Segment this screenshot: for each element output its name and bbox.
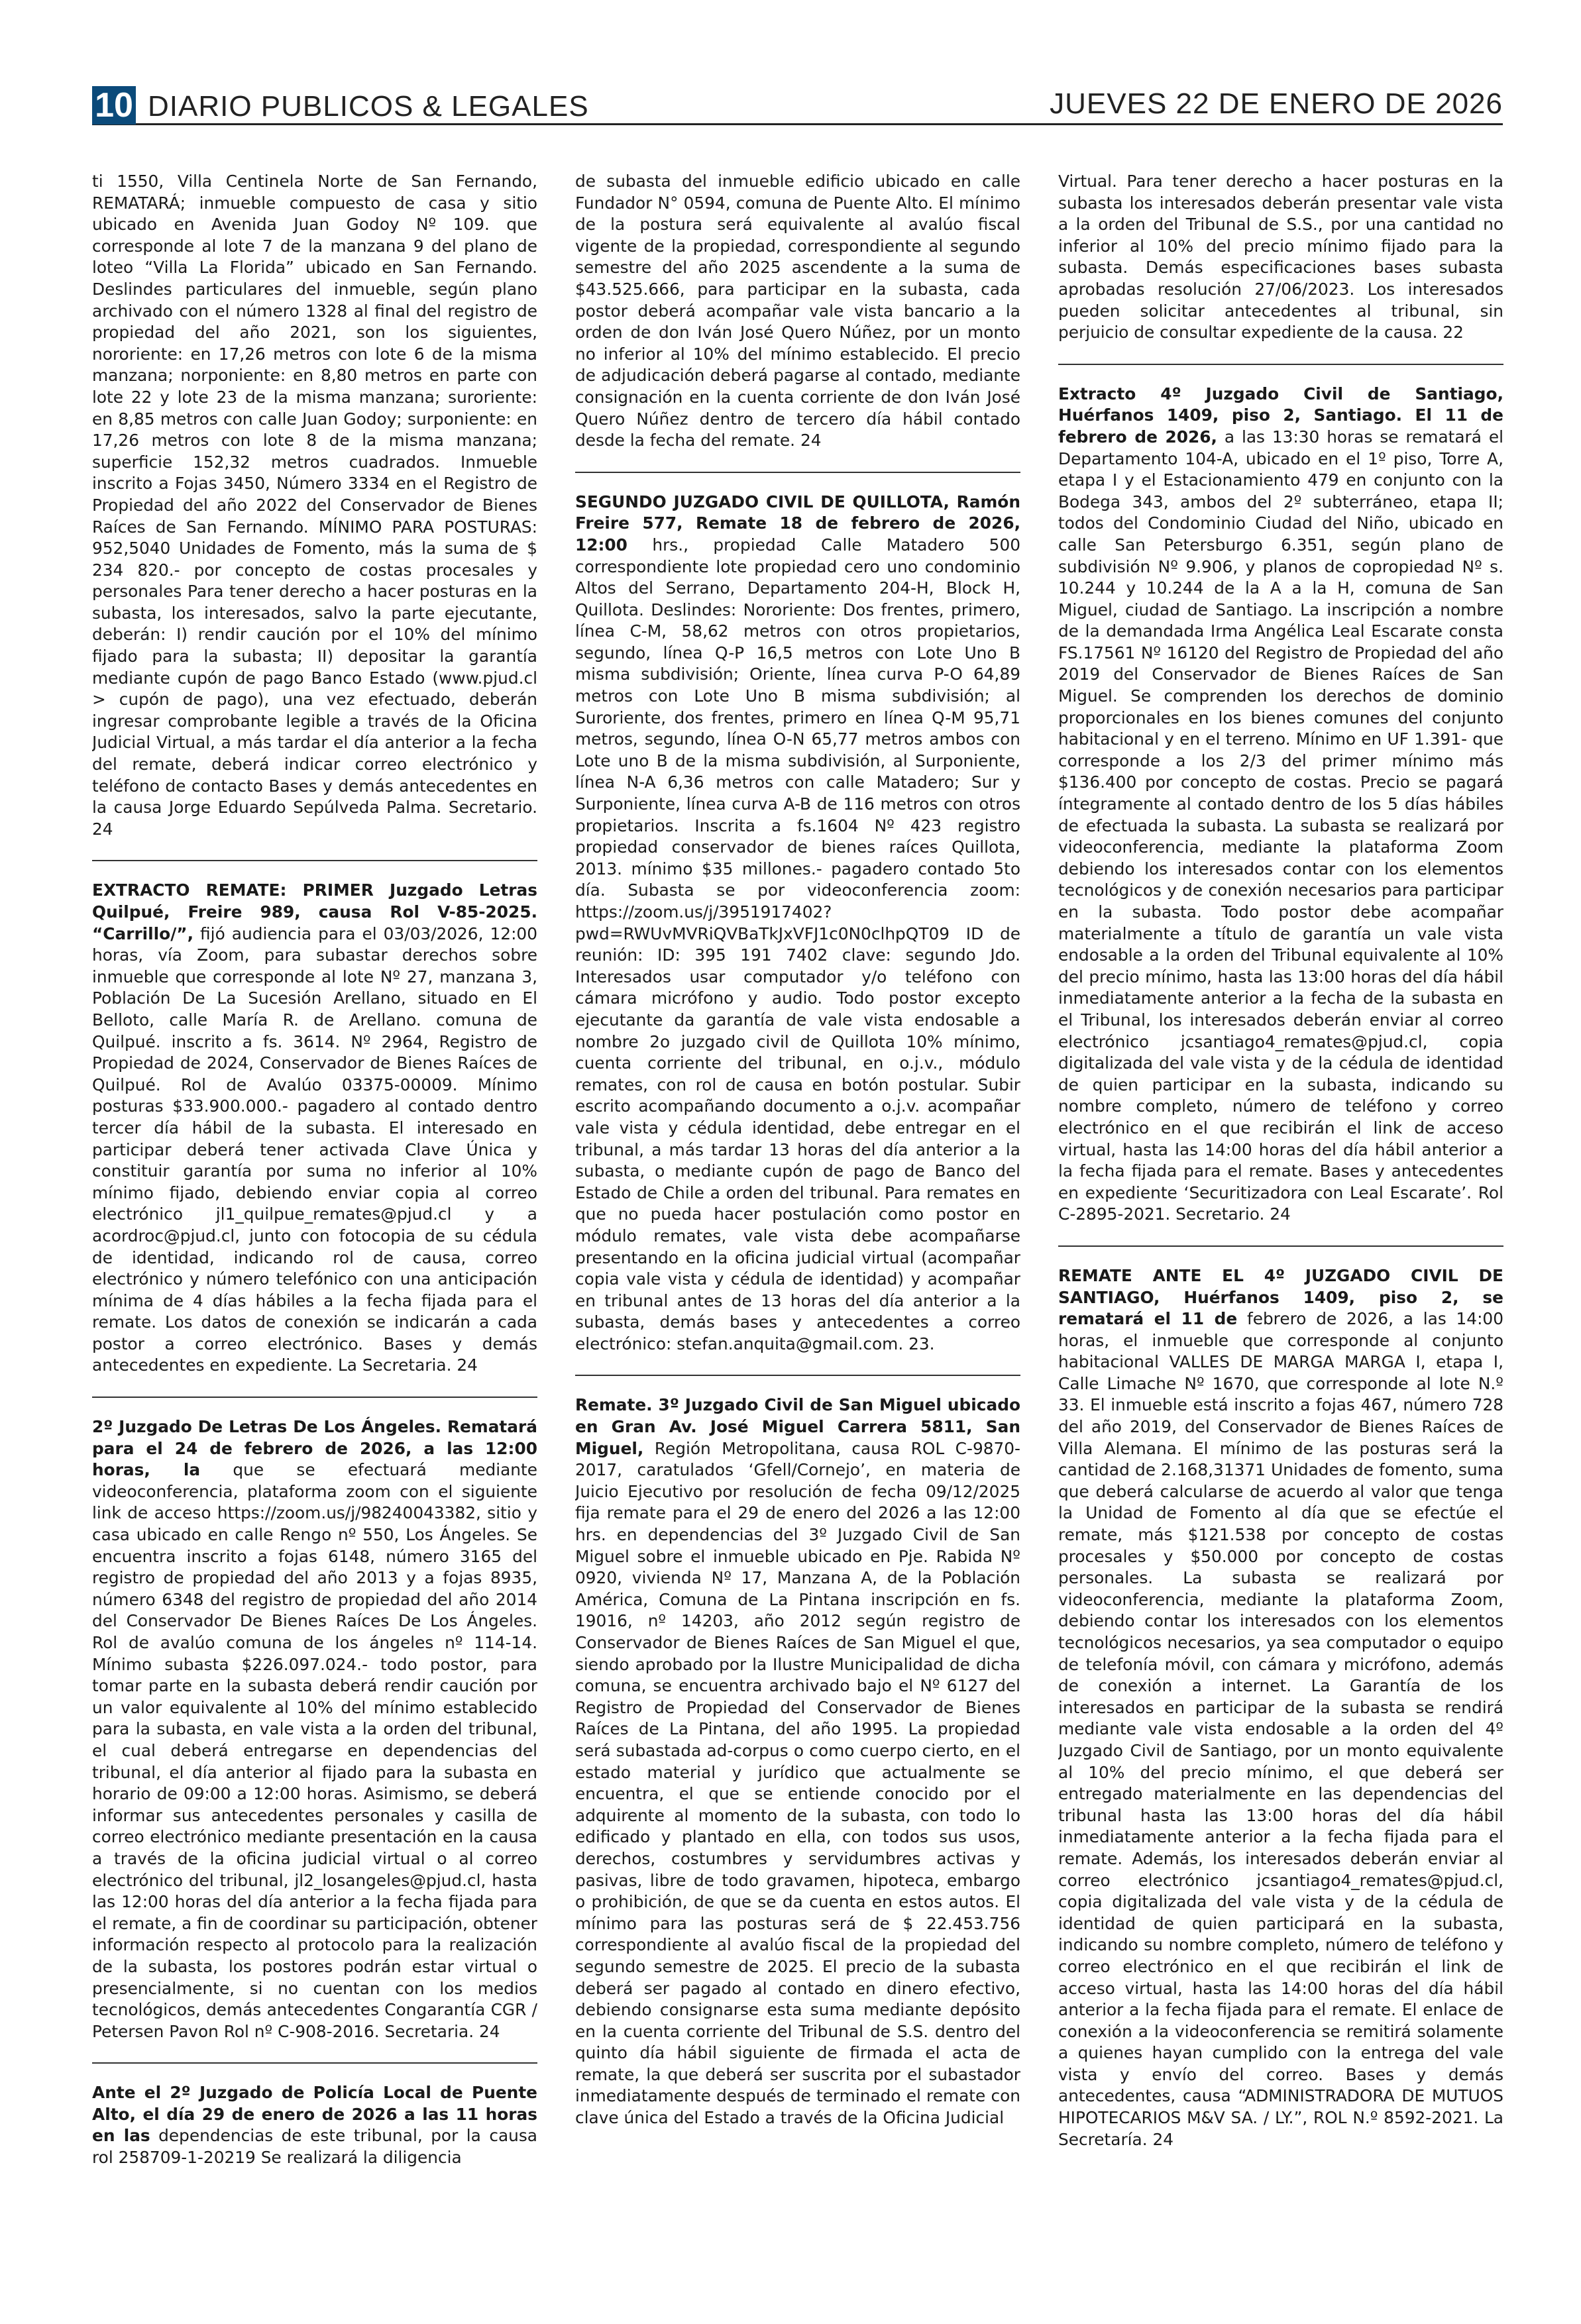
notice-lead: REMATE ANTE EL 4º JUZGADO CIVIL DE SANTIAGO, Huérfanos 1409, piso 2, se rematará el 11 de xyxy=(1058,1265,1503,1329)
notice-san-miguel-cont xyxy=(1058,171,1503,344)
notice-santiago-4-valles xyxy=(1058,1265,1503,2150)
notice-body: Virtual. Para tener derecho a hacer posturas en la subasta los interesados deberán presentar vale vista a la orden del Tribunal de S.S., por una cantidad no inferior al 10% del precio mínimo fijado para la subasta. Demás especificaciones bases subasta aprobadas resolución 27/06/2023. Los interesados pueden solicitar antecedentes al tribunal, sin perjuicio de consultar expediente de la causa. 22 xyxy=(1058,172,1503,343)
notice-divider xyxy=(92,2062,537,2064)
notice-los-angeles xyxy=(92,1416,537,2042)
notice-divider xyxy=(575,472,1020,473)
notice-body: dependencias de este tribunal, por la causa rol 258709-1-20219 Se realizará la diligencia xyxy=(92,2126,537,2168)
notice-body: ti 1550, Villa Centinela Norte de San Fernando, REMATARÁ; inmueble compuesto de casa y sitio ubicado en Avenida Juan Godoy Nº 109. que corresponde al lote 7 de la manzana 9 del plano de loteo “Villa La Florida” ubicado en San Fernando. Deslindes particulares del inmueble, según plano archivado con el número 1328 al final del registro de propiedad del año 2021, son los siguientes, nororiente: en 17,26 metros con lote 6 de la misma manzana; norponiente: en 8,80 metros en parte con lote 22 y lote 23 de la misma manzana; suroriente: en 8,85 metros con calle Juan Godoy; surponiente: en 17,26 metros con lote 8 de la misma manzana; superficie 152,32 metros cuadrados. Inmueble inscrito a Fojas 3450, Número 3334 en el Registro de Propiedad del año 2022 del Conservador de Bienes Raíces de San Fernando. MÍNIMO PARA POSTURAS: 952,5040 Unidades de Fomento, más la suma de $ 234 820.- por concepto de costas procesales y personales Para tener derecho a hacer posturas en la subasta, los interesados, salvo la parte ejecutante, deberán: I) rendir caución por el 10% del mínimo fijado para la subasta; II) depositar la garantía mediante cupón de pago Banco Estado (www.pjud.cl > cupón de pago), una vez efectuado, deberán ingresar comprobante legible a través de la Oficina Judicial Virtual, a más tardar el día anterior a la fecha del remate, deberá indicar correo electrónico y teléfono de contacto Bases y demás antecedentes en la causa Jorge Eduardo Sepúlveda Palma. Secretario. 24 xyxy=(92,172,537,839)
notice-lead: Extracto 4º Juzgado Civil de Santiago, Huérfanos 1409, piso 2, Santiago. El 11 de febrero de 2026, xyxy=(1058,384,1503,447)
notice-san-miguel xyxy=(575,1395,1020,2129)
notice-body: Región Metropolitana, causa ROL C-9870-2017, caratulados ‘Gfell/Cornejo’, en materia de Juicio Ejecutivo por resolución de fecha 09/12/2025 fija remate para el 29 de enero del 2026 a las 12:00 hrs. en dependencias del 3º Juzgado Civil de San Miguel sobre el inmueble ubicado en Pje. Rabida Nº 0920, vivienda Nº 17, Manzana A, de la Población América, Comuna de La Pintana inscripción en fs. 19016, nº 14203, año 2012 según registro de Conservador de Bienes Raíces de San Miguel el que, siendo aprobado por la Ilustre Municipalidad de dicha comuna, se encuentra archivado bajo el Nº 6127 del Registro de Propiedad del Conservador de Bienes Raíces de La Pintana, del año 1995. La propiedad será subastada ad-corpus o como cuerpo cierto, en el estado material y jurídico que actualmente se encuentra, el que se entiende conocido por el adquirente al momento de la subasta, con todo lo edificado y plantado en ella, con todos sus usos, derechos, costumbres y servidumbres activas y pasivas, libre de todo gravamen, hipoteca, embargo o prohibición, de que se da cuenta en estos autos. El mínimo para las posturas será de $ 22.453.756 correspondiente al avalúo fiscal de la propiedad del segundo semestre de 2025. El precio de la subasta deberá ser pagado al contado en dinero efectivo, debiendo consignarse esta suma mediante depósito en la cuenta corriente del Tribunal de S.S. dentro del quinto día hábil siguiente de firmada el acta de remate, la que deberá ser suscrita por el subastador inmediatamente después de terminado el remate con clave única del Estado a través de la Oficina Judicial xyxy=(575,1438,1020,2128)
notice-puente-alto xyxy=(92,2082,537,2168)
page-header xyxy=(92,86,1503,125)
notice-body: fijó audiencia para el 03/03/2026, 12:00 horas, vía Zoom, para subastar derechos sobre inmueble que corresponde al lote Nº 27, manzana 3, Población De La Sucesión Arellano, situado en El Belloto, calle María R. de Arellano. comuna de Quilpué. inscrito a fs. 3614. Nº 2964, Registro de Propiedad de 2024, Conservador de Bienes Raíces de Quilpué. Rol de Avalúo 03375-00009. Mínimo posturas $33.900.000.- pagadero al contado dentro tercer día hábil de la subasta. El interesado en participar deberá tener activada Clave Única y constituir garantía por suma no inferior al 10% mínimo fijado, debiendo enviar copia al correo electrónico jl1_quilpue_remates@pjud.cl y a acordroc@pjud.cl, junto con fotocopia de su cédula de identidad, indicando rol de causa, correo electrónico y número telefónico con una anticipación mínima de 4 días hábiles a la fecha fijada para el remate. Los datos de conexión se indicarán a cada postor a correo electrónico. Bases y demás antecedentes en expediente. La Secretaria. 24 xyxy=(92,924,537,1375)
column-3 xyxy=(1058,171,1503,2284)
notice-body: febrero de 2026, a las 14:00 horas, el inmueble que corresponde al conjunto habitacional VALLES DE MARGA MARGA I, etapa I, Calle Limache Nº 1670, que corresponde al lote N.º 33. El inmueble está inscrito a fojas 467, número 728 del año 2019, del Conservador de Bienes Raíces de Villa Alemana. El mínimo de las posturas será la cantidad de 2.168,31371 Unidades de fomento, suma que deberá calcularse de acuerdo al valor que tenga la Unidad de Fomento al día que se efectúe el remate, más $121.538 por concepto de costas procesales y $50.000 por concepto de costas personales. La subasta se realizará por videoconferencia, mediante la plataforma Zoom, debiendo contar los interesados con los elementos tecnológicos necesarios, ya sea computador o equipo de telefonía móvil, con cámara y micrófono, además de conexión a internet. La Garantía de los interesados en participar de la subasta se rendirá mediante vale vista endosable a la orden del 4º Juzgado Civil de Santiago, por un monto equivalente al 10% del precio mínimo, el que deberá ser entregado materialmente en las dependencias del tribunal hasta las 13:00 horas del día hábil inmediatamente anterior a la fecha fijada para el remate. Además, los interesados deberán enviar al correo electrónico jcsantiago4_remates@pjud.cl, copia digitalizada del vale vista y de la cédula de identidad de quien participará en la subasta, indicando su nombre completo, número de teléfono y correo electrónico en el que recibirán el link de acceso virtual, hasta las 14:00 horas del día hábil anterior a la fecha fijada para el remate. El enlace de conexión a la videoconferencia se remitirá solamente a quienes hayan cumplido con la entrega del vale vista y envío del correo. Bases y demás antecedentes, causa “ADMINISTRADORA DE MUTUOS HIPOTECARIOS M&V SA. / LY.”, ROL N.º 8592-2021. La Secretaría. 24 xyxy=(1058,1309,1503,2149)
page-number: 10 xyxy=(92,86,136,125)
column-2 xyxy=(575,171,1020,2284)
notice-lead: Remate. 3º Juzgado Civil de San Miguel ubicado en Gran Av. José Miguel Carrera 5811, San Miguel, xyxy=(575,1395,1020,1458)
notice-santiago-4-leal xyxy=(1058,384,1503,1226)
newspaper-name: DIARIO PUBLICOS & LEGALES xyxy=(148,90,589,123)
notice-divider xyxy=(1058,1245,1503,1247)
notice-divider xyxy=(92,860,537,861)
notice-lead: EXTRACTO REMATE: PRIMER Juzgado Letras Quilpué, Freire 989, causa Rol V-85-2025. “Carrillo/”, xyxy=(92,880,537,943)
notice-body: hrs., propiedad Calle Matadero 500 correspondiente lote propiedad cero uno condominio Altos del Serrano, Departamento 204-H, Block H, Quillota. Deslindes: Nororiente: Dos frentes, primero, línea C-M, 58,62 metros con otros propietarios, segundo, línea Q-P 16,5 metros con Lote Uno B misma subdivisión; Oriente, línea curva P-O 64,89 metros con Lote Uno B misma subdivisión; al Suroriente, dos frentes, primero en línea Q-M 95,71 metros, segundo, línea O-N 65,77 metros ambos con Lote uno B de la misma subdivisión, al Surponiente, línea N-A 6,36 metros con calle Matadero; Sur y Surponiente, línea curva A-B de 116 metros con otros propietarios. Inscrita a fs.1604 Nº 423 registro propiedad conservador de bienes raíces Quillota, 2013. mínimo $35 millones.- pagadero contado 5to día. Subasta se por videoconferencia zoom: https://zoom.us/j/3951917402?pwd=RWUvMVRiQVBaTkJxVFJ1c0N0clhpQT09 ID de reunión: ID: 395 191 7402 clave: segundo Jdo. Interesados usar computador y/o teléfono con cámara micrófono y audio. Todo postor excepto ejecutante da garantía de vale vista endosable a nombre 2o juzgado civil de Quillota 10% mínimo, cuenta corriente del tribunal, en o.j.v., módulo remates, con rol de causa en botón postular. Subir escrito acompañando documento a o.j.v. acompañar vale vista y cédula identidad, debe entregar en el tribunal, a más tardar 13 horas del día anterior a la subasta, o mediante cupón de pago de Banco del Estado de Chile a orden del tribunal. Para remates en que no pueda hacer postulación como postor en módulo remates, vale vista debe acompañarse presentando en la oficina judicial virtual (acompañar copia vale vista y cédula de identidad) y acompañar en tribunal antes de 13 horas del día anterior a la subasta, demás bases y antecedentes a correo electrónico: stefan.anquita@gmail.com. 23. xyxy=(575,535,1020,1353)
notice-quillota xyxy=(575,492,1020,1355)
notice-lead: Ante el 2º Juzgado de Policía Local de Puente Alto, el día 29 de enero de 2026 a las 11 horas en las xyxy=(92,2083,537,2146)
notice-divider xyxy=(575,1375,1020,1376)
column-1 xyxy=(92,171,537,2284)
notice-puente-alto-cont xyxy=(575,171,1020,452)
notice-body: a las 13:30 horas se rematará el Departamento 104-A, ubicado en el 1º piso, Torre A, etapa I y el Estacionamiento 479 en conjunto con la Bodega 343, ambos del 2º subterráneo, etapa II; todos del Condominio Ciudad del Niño, ubicado en calle San Petersburgo 6.351, según plano de subdivisión Nº 9.906, y planos de copropiedad Nº s. 10.244 y 10.244 de la A a la H, comuna de San Miguel, ciudad de Santiago. La inscripción a nombre de la demandada Irma Angélica Leal Escarate consta FS.17561 Nº 16120 del Registro de Propiedad del año 2019 del Conservador de Bienes Raíces de San Miguel. Se comprenden los derechos de dominio proporcionales en los bienes comunes del conjunto habitacional y en el terreno. Mínimo en UF 1.391- que corresponde a los 2/3 del primer mínimo más $136.400 por concepto de costas. Precio se pagará íntegramente al contado dentro de los 5 días hábiles de efectuada la subasta. La subasta se realizará por videoconferencia, mediante la plataforma Zoom debiendo los interesados contar con los elementos tecnológicos y de conexión necesarios para participar en la subasta. Todo postor debe acompañar materialmente a título de garantía un vale vista endosable a la orden del Tribunal equivalente al 10% del precio mínimo, hasta las 13:00 horas del día hábil inmediatamente anterior a la fecha de la subasta en el Tribunal, los interesados deberán enviar al correo electrónico jcsantiago4_remates@pjud.cl, copia digitalizada del vale vista y de la cédula de identidad de quien participar en la subasta, indicando su nombre completo, número de teléfono y correo electrónico en el que recibirán el link de acceso virtual, hasta las 14:00 horas del día hábil anterior a la fecha fijada para el remate. Bases y antecedentes en expediente ‘Securitizadora con Leal Escarate’. Rol C-2895-2021. Secretario. 24 xyxy=(1058,427,1503,1224)
notice-body: de subasta del inmueble edificio ubicado en calle Fundador N° 0594, comuna de Puente Alto. El mínimo de la postura será equivalente al avalúo fiscal vigente de la propiedad, correspondiente al segundo semestre del año 2025 ascendente a la suma de $43.525.666, para participar en la subasta, cada postor deberá acompañar vale vista bancario a la orden de don Iván José Quero Núñez, por un monto no inferior al 10% del mínimo establecido. El precio de adjudicación deberá pagarse al contado, mediante consignación en la cuenta corriente de don Iván José Quero Núñez dentro de tercero día hábil contado desde la fecha del remate. 24 xyxy=(575,172,1020,450)
issue-date: JUEVES 22 DE ENERO DE 2026 xyxy=(1050,87,1503,120)
notice-quilpue xyxy=(92,880,537,1377)
notice-body: que se efectuará mediante videoconferencia, plataforma zoom con el siguiente link de acceso https://zoom.us/j/98240043382, sitio y casa ubicado en calle Rengo nº 550, Los Ángeles. Se encuentra inscrito a fojas 6148, número 3165 del registro de propiedad del año 2013 y a fojas 8935, número 6348 del registro de propiedad del año 2014 del Conservador De Bienes Raíces De Los Ángeles. Rol de avalúo comuna de los ángeles nº 114-14. Mínimo subasta $226.097.024.- todo postor, para tomar parte en la subasta deberá rendir caución por un valor equivalente al 10% del mínimo establecido para la subasta, en vale vista a la orden del tribunal, el cual deberá entregarse en dependencias del tribunal, el día anterior al fijado para la subasta en horario de 09:00 a 12:00 horas. Asimismo, se deberá informar sus antecedentes personales y casilla de correo electrónico mediante presentación en la causa a través de la oficina judicial virtual o al correo electrónico del tribunal, jl2_losangeles@pjud.cl, hasta las 12:00 horas del día anterior a la fecha fijada para el remate, a fin de coordinar su participación, obtener información respecto al protocolo para la realización de la subasta, los postores podrán estar virtual o presencialmente, si no cuentan con los medios tecnológicos, demás antecedentes Congarantía CGR / Petersen Pavon Rol nº C-908-2016. Secretaria. 24 xyxy=(92,1460,537,2041)
notice-divider xyxy=(92,1397,537,1398)
notice-san-fernando xyxy=(92,171,537,840)
notice-lead: 2º Juzgado De Letras De Los Ángeles. Rematará para el 24 de febrero de 2026, a las 12:00 horas, la xyxy=(92,1417,537,1480)
notice-lead: SEGUNDO JUZGADO CIVIL DE QUILLOTA, Ramón Freire 577, Remate 18 de febrero de 2026, 12:00 xyxy=(575,492,1020,555)
notice-divider xyxy=(1058,364,1503,365)
